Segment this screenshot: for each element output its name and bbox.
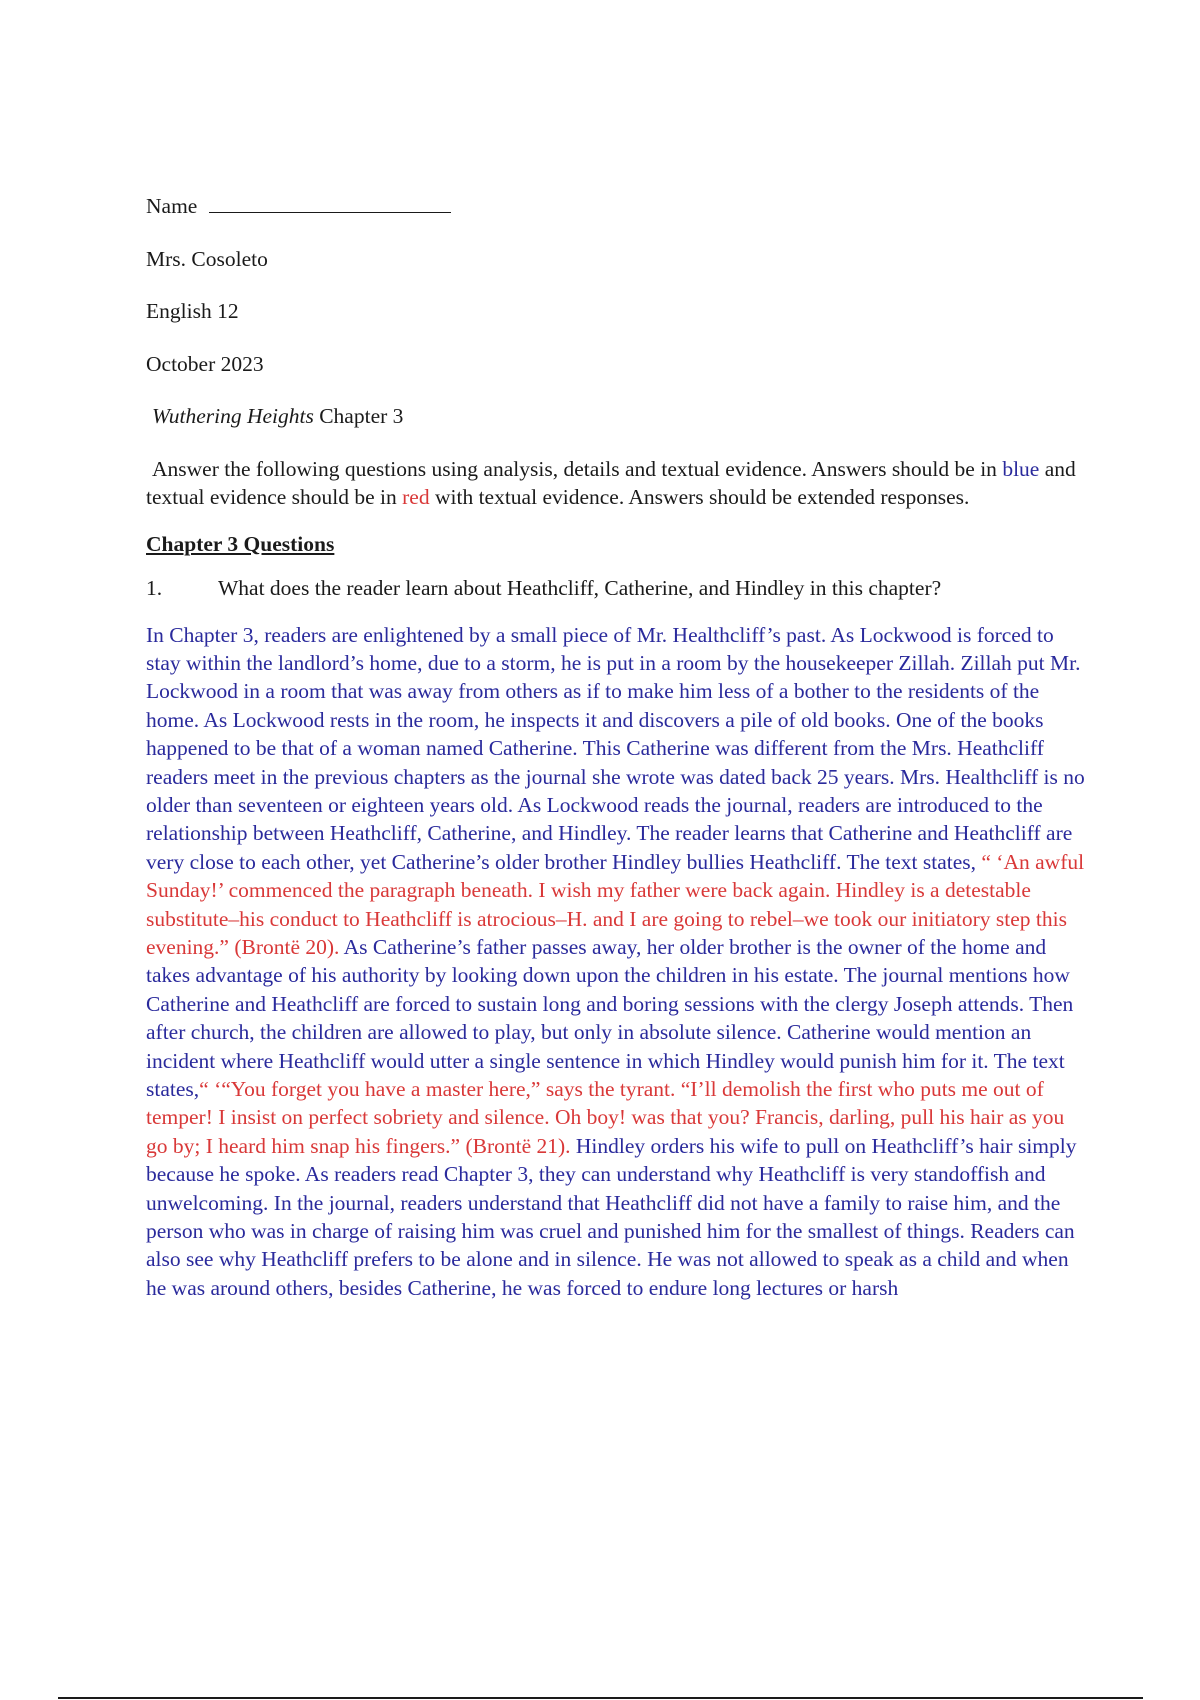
evidence-quote-1: “ ‘An awful Sunday!’ commenced the paragraph beneath. I wish my father were back again. Hindley is a detestable substitute–his conduct to Heathcliff is atrocious–H. and I are going to rebel–we took our initiatory step this evening.” (Brontë 20). xyxy=(146,849,1085,959)
answer-1 xyxy=(146,621,1086,1303)
assignment-title xyxy=(152,402,1086,431)
section-heading: Chapter 3 Questions xyxy=(146,531,335,556)
question-1 xyxy=(146,574,1086,603)
answer-text-3: Hindley orders his wife to pull on Heathcliff’s hair simply because he spoke. As readers read Chapter 3, they can understand why Heathcliff is very standoffish and unwelcoming. In the journal, readers understand that Heathcliff did not have a family to raise him, and the person who was in charge of raising him was cruel and punished him for the smallest of things. Readers can also see why Heathcliff prefers to be alone and in silence. He was not allowed to speak as a child and when he was around others, besides Catherine, he was forced to endure long lectures or harsh xyxy=(146,1133,1077,1300)
name-blank-line xyxy=(209,192,451,213)
name-row xyxy=(146,192,1086,221)
chapter-label: Chapter 3 xyxy=(313,404,404,428)
page-footer-rule xyxy=(58,1697,1143,1699)
instructions-red-word: red xyxy=(402,485,430,509)
document-body xyxy=(146,192,1086,1302)
evidence-quote-2: “ ‘“You forget you have a master here,” says the tyrant. “I’ll demolish the first who puts me out of temper! I insist on perfect sobriety and silence. Oh boy! was that you? Francis, darling, pull his hair as you go by; I heard him snap his fingers.” (Brontë 21). xyxy=(146,1077,1065,1158)
instructions-blue-word: blue xyxy=(1002,456,1040,481)
answer-text-1: In Chapter 3, readers are enlightened by a small piece of Mr. Healthcliff’s past. As Lockwood is forced to stay within the landlord’s home, due to a storm, he is put in a room by the housekeeper Zillah. Zillah put Mr. Lockwood in a room that was away from others as if to make him less of a bother to the residents of the home. As Lockwood rests in the room, he inspects it and discovers a pile of old books. One of the books happened to be that of a woman named Catherine. This Catherine was different from the Mrs. Heathcliff readers meet in the previous chapters as the journal she wrote was dated back 25 years. Mrs. Healthcliff is no older than seventeen or eighteen years old. As Lockwood reads the journal, readers are introduced to the relationship between Heathcliff, Catherine, and Hindley. The reader learns that Catherine and Heathcliff are very close to each other, yet Catherine’s older brother Hindley bullies Heathcliff. The text states, xyxy=(146,622,1085,874)
instructions-part-2: and textual evidence should be in xyxy=(146,456,1076,509)
question-text: What does the reader learn about Heathcliff, Catherine, and Hindley in this chapter? xyxy=(218,576,942,600)
answer-text-2: As Catherine’s father passes away, her older brother is the owner of the home and takes advantage of his authority by looking down upon the children in his estate. The journal mentions how Catherine and Heathcliff are forced to sustain long and boring sessions with the clergy Joseph attends. Then after church, the children are allowed to play, but only in absolute silence. Catherine would mention an incident where Heathcliff would utter a single sentence in which Hindley would punish him for it. The text states, xyxy=(146,934,1074,1101)
book-title: Wuthering Heights xyxy=(152,404,314,428)
course-name: English 12 xyxy=(146,299,239,323)
instructions xyxy=(146,455,1086,512)
teacher-name: Mrs. Cosoleto xyxy=(146,246,268,271)
instructions-part-1: Answer the following questions using analysis, details and textual evidence. Answers should be in xyxy=(152,456,1003,481)
instructions-part-3: with textual evidence. Answers should be extended responses. xyxy=(429,485,970,509)
name-label: Name xyxy=(146,194,198,218)
assignment-date: October 2023 xyxy=(146,351,264,376)
question-number: 1. xyxy=(146,576,163,600)
